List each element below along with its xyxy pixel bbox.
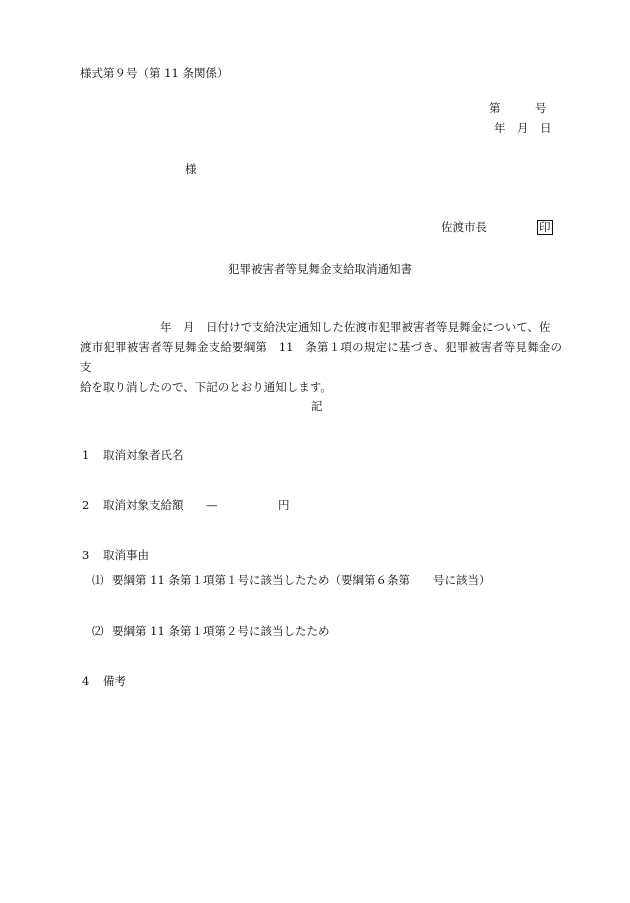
item1-number: 1	[82, 448, 90, 462]
document-number: 第 号	[489, 101, 547, 115]
seal-mark	[537, 219, 553, 235]
body-line-3: 給を取り消したので、下記のとおり通知します。	[80, 380, 332, 394]
ki-heading: 記	[311, 399, 323, 413]
item3-sub1-marker: ⑴	[92, 573, 104, 587]
body-line-2: 渡市犯罪被害者等見舞金支給要綱第 11 条第１項の規定に基づき、犯罪被害者等見舞金の支	[80, 340, 562, 374]
item3-sub1-text: 要綱第 11 条第１項第１号に該当したため（要綱第６条第 号に該当）	[112, 573, 491, 587]
document-title: 犯罪被害者等見舞金支給取消通知書	[228, 262, 412, 276]
sender-name: 佐渡市長	[441, 220, 487, 234]
item3-sub2-text: 要綱第 11 条第１項第２号に該当したため	[112, 624, 330, 638]
item3-sub2-marker: ⑵	[92, 624, 104, 638]
item3-label: 取消事由	[103, 548, 149, 562]
item4-number: 4	[82, 674, 90, 688]
item2-dash: —	[206, 498, 218, 512]
item2-label: 取消対象支給額	[103, 498, 184, 512]
body-line-1: 年 月 日付けで支給決定通知した佐渡市犯罪被害者等見舞金について、佐	[160, 320, 551, 334]
form-number: 様式第９号（第 11 条関係）	[80, 66, 229, 80]
item2-unit: 円	[278, 498, 290, 512]
addressee-suffix: 様	[185, 162, 197, 176]
seal-box: 印	[539, 220, 551, 234]
item1-label: 取消対象者氏名	[103, 448, 184, 462]
item3-number: 3	[82, 548, 90, 562]
item2-number: 2	[82, 498, 90, 512]
body-paragraph	[80, 317, 562, 397]
issue-date: 年 月 日	[494, 121, 552, 135]
item4-label: 備考	[103, 674, 126, 688]
